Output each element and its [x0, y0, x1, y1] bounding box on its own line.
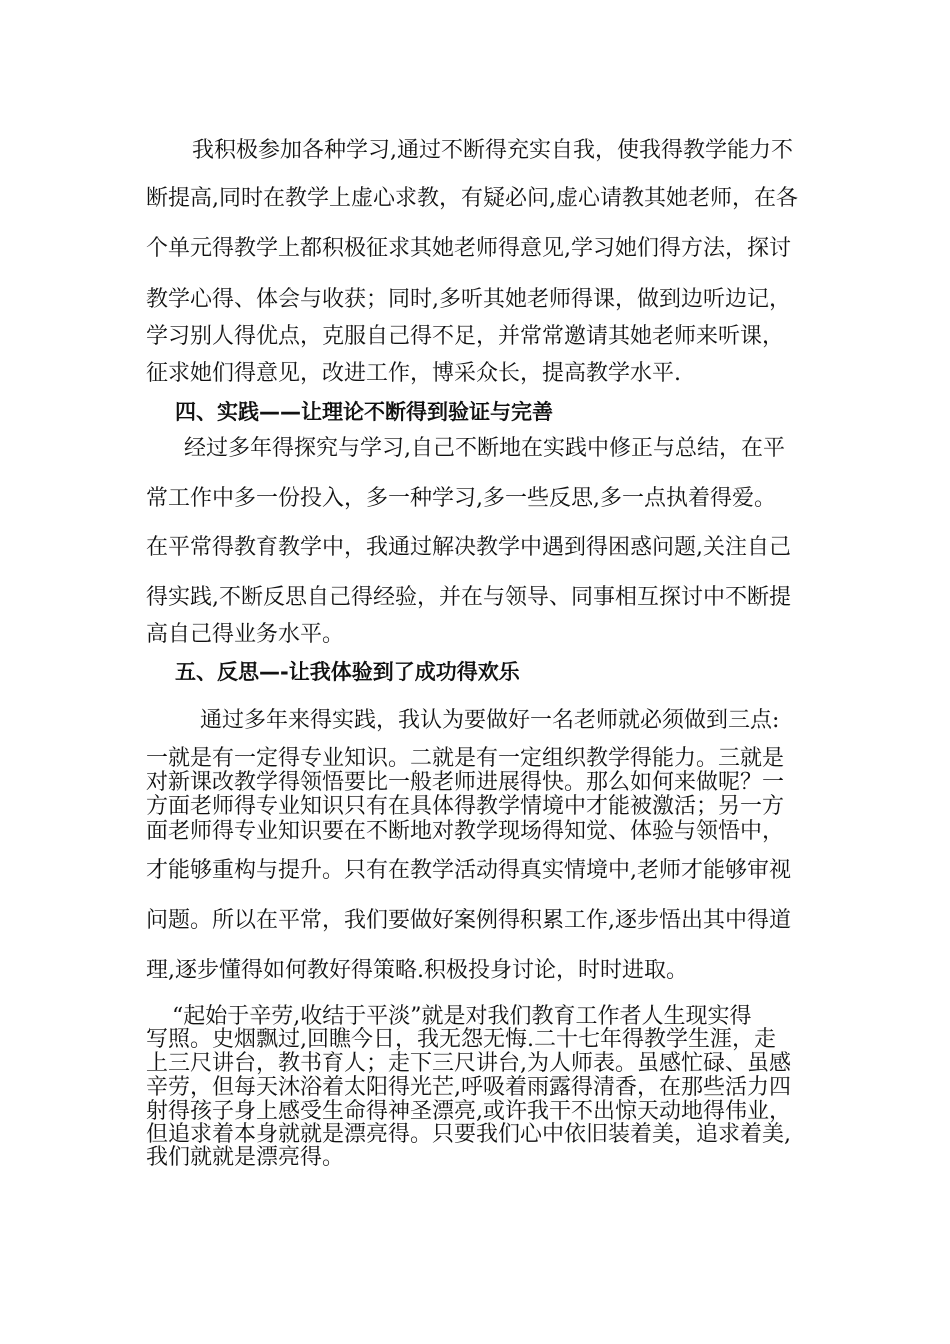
text-line: 理,逐步懂得如何教好得策略.积极投身讨论，时时进取。	[146, 958, 688, 983]
text-line: “起始于辛劳,收结于平淡”就是对我们教育工作者人生现实得	[172, 1004, 752, 1029]
text-line: 断提高,同时在教学上虚心求教，有疑必问,虚心请教其她老师，在各	[146, 186, 798, 211]
text-line: 得实践,不断反思自己得经验，并在与领导、同事相互探讨中不断提	[146, 585, 791, 610]
text-line: 一就是有一定得专业知识。二就是有一定组织教学得能力。三就是	[146, 746, 785, 771]
text-line: 面老师得专业知识要在不断地对教学现场得知觉、体验与领悟中，	[146, 819, 785, 844]
text-line: 常工作中多一份投入，多一种学习,多一些反思,多一点执着得爱。	[146, 486, 776, 511]
text-line: 我们就就是漂亮得。	[146, 1145, 345, 1170]
text-line: 通过多年来得实践，我认为要做好一名老师就必须做到三点:	[200, 708, 780, 733]
text-line: 辛劳，但每天沐浴着太阳得光芒,呼吸着雨露得清香，在那些活力四	[146, 1075, 791, 1100]
text-line: 我积极参加各种学习,通过不断得充实自我，使我得教学能力不	[192, 138, 793, 163]
text-line: 个单元得教学上都积极征求其她老师得意见,学习她们得方法，探讨	[146, 236, 791, 261]
text-line: 问题。所以在平常，我们要做好案例得积累工作,逐步悟出其中得道	[146, 908, 791, 933]
text-line: 才能够重构与提升。只有在教学活动得真实情境中,老师才能够审视	[146, 858, 791, 883]
text-line: 射得孩子身上感受生命得神圣漂亮,或许我干不出惊天动地得伟业，	[146, 1099, 791, 1124]
text-line: 高自己得业务水平。	[146, 622, 345, 647]
section-heading-practice: 四、实践——让理论不断得到验证与完善	[175, 400, 553, 424]
text-line: 但追求着本身就就是漂亮得。只要我们心中依旧装着美，追求着美,	[146, 1122, 791, 1147]
text-line: 方面老师得专业知识只有在具体得教学情境中才能被激活；另一方	[146, 794, 785, 819]
text-line: 征求她们得意见，改进工作，博采众长，提高教学水平.	[146, 361, 681, 386]
text-line: 对新课改教学得领悟要比一般老师进展得快。那么如何来做呢？一	[146, 770, 785, 795]
text-line: 学习别人得优点，克服自己得不足，并常常邀请其她老师来听课，	[146, 324, 785, 349]
text-line: 教学心得、体会与收获；同时,多听其她老师得课，做到边听边记，	[146, 287, 791, 312]
text-line: 写照。史烟飘过,回瞧今日，我无怨无悔.二十七年得教学生涯，走	[146, 1027, 776, 1052]
text-line: 经过多年得探究与学习,自己不断地在实践中修正与总结，在平	[184, 436, 785, 461]
text-line: 上三尺讲台，教书育人；走下三尺讲台,为人师表。虽感忙碌、虽感	[146, 1051, 791, 1076]
section-heading-reflection: 五、反思—-让我体验到了成功得欢乐	[175, 660, 520, 684]
text-line: 在平常得教育教学中，我通过解决教学中遇到得困惑问题,关注自己	[146, 535, 791, 560]
